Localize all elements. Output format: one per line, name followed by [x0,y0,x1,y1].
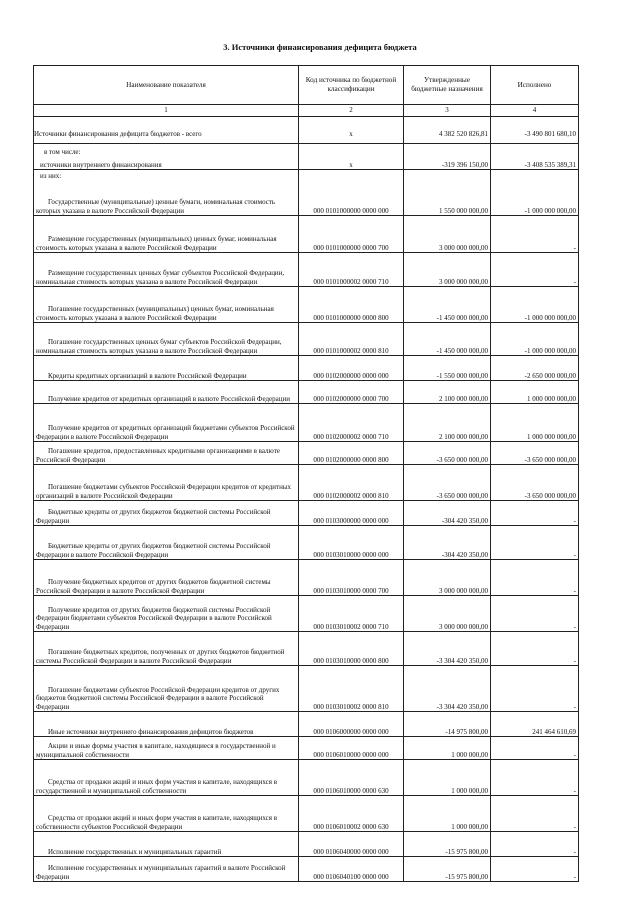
row-executed [491,501,579,525]
row-approved [404,356,491,380]
row-code [299,526,404,559]
row-name [34,442,299,464]
row-approved [404,156,491,169]
row-name-text: в том числе: [44,147,81,156]
row-name [34,666,299,711]
table-row [34,216,579,253]
row-code-text: 000 0106010002 0000 630 [313,822,389,831]
row-executed-text: -3 490 801 680,10 [524,130,576,138]
row-code [299,857,404,881]
row-approved [404,216,491,252]
row-code [299,216,404,252]
row-approved-text: 2 100 000 000,00 [439,432,488,441]
row-code [299,796,404,831]
row-code [299,760,404,795]
row-name [34,760,299,795]
row-code-text: 000 0103010000 0000 700 [313,586,389,595]
table-row [34,144,579,156]
gap-cell [404,117,491,130]
row-executed [491,323,579,355]
row-approved [404,857,491,881]
table-row [34,253,579,287]
table-row [34,796,579,832]
header-gap [34,117,579,130]
row-executed [491,712,579,736]
row-name [34,526,299,559]
row-executed [491,857,579,881]
table-row [34,832,579,857]
table-row [34,857,579,882]
row-name-text: Средства от продажи акций и иных форм участия в капитале, находящихся в государственной и муниципальной собственности [36,778,278,795]
row-name-text: Размещение государственных (муниципальных) ценных бумаг, номинальная стоимость которых указана в валюте Российской Федерации [36,235,277,252]
section-title: 3. Источники финансирования дефицита бюджета [223,42,417,52]
row-name-text: Получение кредитов от кредитных организаций бюджетами субъектов Российской Федерации в валюте Российской Федерации [36,424,295,441]
row-code-text: 000 0106040100 0000 000 [313,872,389,881]
row-approved-text: 2 100 000 000,00 [439,394,488,403]
row-code [299,560,404,595]
row-code-text: x [349,160,353,169]
row-name-text: Погашение бюджетами субъектов Российской Федерации кредитов от кредитных организаций в валюте Российской Федерации [36,483,292,500]
row-executed-text: 241 464 610,69 [532,727,576,736]
row-code-text: 000 0102000000 0000 800 [313,455,389,464]
row-code [299,712,404,736]
row-executed-text: - [573,847,576,856]
table-row [34,737,579,760]
row-approved [404,737,491,759]
table-row [34,180,579,216]
header-code: Код источника по бюджетной классификации [299,66,404,104]
row-approved-text: -15 975 800,00 [445,847,488,856]
row-code [299,442,404,464]
row-approved [404,287,491,322]
table-row [34,666,579,712]
row-executed [491,170,579,180]
row-code [299,170,404,180]
row-executed [491,180,579,215]
row-name-text: из них: [40,171,62,180]
gap-cell [491,117,579,130]
row-approved [404,832,491,856]
row-approved-text: -319 396 150,00 [441,160,488,169]
row-executed [491,287,579,322]
row-name-text: Исполнение государственных и муниципальных гарантий [48,847,222,856]
row-approved [404,130,491,143]
table-row [34,501,579,526]
row-executed [491,404,579,441]
row-name [34,216,299,252]
col-number-1: 1 [34,105,299,116]
row-code-text: 000 0103010000 0000 800 [313,656,389,665]
row-code-text: x [349,130,353,138]
table-row [34,323,579,356]
row-code [299,404,404,441]
row-name [34,501,299,525]
row-approved [404,712,491,736]
col-number-2: 2 [299,105,404,116]
row-name [34,857,299,881]
row-name [34,560,299,595]
row-executed-text: -3 650 000 000,00 [524,491,576,500]
row-name-text: Погашение государственных (муниципальных) ценных бумаг, номинальная стоимость которых указана в валюте Российской Федерации [36,305,274,322]
table-row [34,287,579,323]
row-executed-text: - [573,243,576,252]
row-name [34,170,299,180]
row-code [299,501,404,525]
row-executed [491,465,579,500]
row-name-text: Бюджетные кредиты от других бюджетов бюджетной системы Российской Федерации в валюте Российской Федерации [36,542,271,559]
row-executed [491,796,579,831]
row-executed-text: - [573,586,576,595]
row-approved [404,666,491,711]
row-name [34,130,299,143]
header-approved: Утвержденные бюджетные назначения [404,66,491,104]
row-name [34,323,299,355]
row-code [299,381,404,403]
row-code-text: 000 0101000002 0000 710 [313,277,389,286]
header-name: Наименование показателя [34,66,299,104]
row-executed-text: - [573,550,576,559]
row-approved-text: -1 450 000 000,00 [436,313,488,322]
row-executed [491,526,579,559]
row-executed-text: - [573,750,576,759]
row-name-text: Получение кредитов от других бюджетов бюджетной системы Российской Федерации бюджетами субъектов Российской Федерации в валюте Российской Федерации [36,606,272,631]
row-name [34,465,299,500]
row-executed-text: - [573,822,576,831]
row-name [34,796,299,831]
row-approved [404,170,491,180]
row-code-text: 000 0103010002 0000 710 [313,622,389,631]
col-number-3: 3 [404,105,491,116]
table-row [34,760,579,796]
row-name [34,156,299,169]
row-approved [404,381,491,403]
row-approved-text: 4 382 520 826,81 [439,130,488,138]
row-code [299,737,404,759]
row-approved-text: -3 650 000 000,00 [436,491,488,500]
row-approved [404,560,491,595]
row-name-text: Бюджетные кредиты от других бюджетов бюджетной системы Российской Федерации [36,508,271,525]
table-row [34,442,579,465]
row-code-text: 000 0106040000 0000 000 [313,847,389,856]
row-approved [404,404,491,441]
row-code [299,323,404,355]
row-code [299,180,404,215]
row-name-text: Погашение бюджетных кредитов, полученных от других бюджетов бюджетной системы Российской Федерации в валюте Российской Федерации [36,648,285,665]
row-name [34,356,299,380]
row-executed-text: -3 408 535 389,31 [524,160,576,169]
row-name [34,737,299,759]
row-approved [404,442,491,464]
row-name [34,287,299,322]
row-approved [404,323,491,355]
row-code-text: 000 0102000000 0000 000 [313,371,389,380]
row-approved-text: -304 420 350,00 [441,516,488,525]
row-code [299,596,404,631]
row-code-text: 000 0101000000 0000 800 [313,313,389,322]
row-name-text: источники внутреннего финансирования [40,160,162,169]
row-executed [491,666,579,711]
row-executed-text: - [573,622,576,631]
table-row [34,526,579,560]
row-executed [491,356,579,380]
row-executed [491,381,579,403]
row-name [34,596,299,631]
row-name-text: Размещение государственных ценных бумаг субъектов Российской Федерации, номинальная стоимость которых указана в валюте Российской Федерации [36,269,285,286]
row-approved [404,596,491,631]
row-name [34,832,299,856]
table-row [34,560,579,596]
row-name [34,712,299,736]
row-executed [491,442,579,464]
col-number-4: 4 [491,105,579,116]
row-name [34,632,299,665]
row-name-text: Погашение государственных ценных бумаг субъектов Российской Федерации, номинальная стоимость которых указана в валюте Российской Федерации [36,338,282,355]
table-row [34,381,579,404]
table-row [34,356,579,381]
row-executed-text: -1 000 000 000,00 [524,346,576,355]
table-row [34,632,579,666]
row-code [299,666,404,711]
row-name-text: Иные источники внутреннего финансирования дефицитов бюджетов [48,727,254,736]
row-name-text: Государственные (муниципальные) ценные бумаги, номинальная стоимость которых указана в валюте Российской Федерации [36,198,276,215]
row-approved-text: -15 975 800,00 [445,872,488,881]
gap-cell [34,117,299,130]
row-executed-text: - [573,516,576,525]
row-code [299,632,404,665]
row-code [299,465,404,500]
row-name-text: Кредиты кредитных организаций в валюте Российской Федерации [48,371,247,380]
row-name [34,180,299,215]
row-executed-text: -1 000 000 000,00 [524,206,576,215]
row-executed [491,596,579,631]
row-approved-text: -3 304 420 350,00 [436,702,488,711]
table-row [34,712,579,737]
row-code [299,156,404,169]
row-executed-text: - [573,702,576,711]
row-name-text: Погашение бюджетами субъектов Российской Федерации кредитов от других бюджетов бюджетной системы Российской Федерации в валюте Российской Федерации [36,686,280,711]
row-code-text: 000 0106000000 0000 000 [313,727,389,736]
table-row [34,130,579,144]
row-name-text: Получение кредитов от кредитных организаций в валюте Российской Федерации [48,394,290,403]
row-executed-text: -2 650 000 000,00 [524,371,576,380]
row-code-text: 000 0102000002 0000 710 [313,432,389,441]
row-approved-text: 1 000 000,00 [451,822,488,831]
table-row [34,465,579,501]
table-row [34,156,579,170]
row-approved [404,501,491,525]
row-approved-text: 3 000 000 000,00 [439,243,488,252]
row-name-text: Исполнение государственных и муниципальных гарантий в валюте Российской Федерации [36,864,286,881]
row-name-text: Источники финансирования дефицита бюджетов - всего [34,130,202,138]
row-approved-text: 3 000 000 000,00 [439,622,488,631]
row-name [34,144,299,156]
row-code-text: 000 0101000002 0000 810 [313,346,389,355]
row-executed [491,832,579,856]
row-executed [491,216,579,252]
row-executed-text: -1 000 000 000,00 [524,313,576,322]
table-row [34,170,579,180]
row-code [299,832,404,856]
row-approved-text: 3 000 000 000,00 [439,277,488,286]
row-name [34,253,299,286]
row-code-text: 000 0106010000 0000 630 [313,786,389,795]
row-approved [404,526,491,559]
row-approved [404,760,491,795]
row-code-text: 000 0106010000 0000 000 [313,750,389,759]
row-code-text: 000 0102000002 0000 810 [313,491,389,500]
row-executed-text: - [573,872,576,881]
row-code-text: 000 0103010000 0000 000 [313,550,389,559]
row-approved [404,796,491,831]
row-executed [491,253,579,286]
row-approved-text: 1 550 000 000,00 [439,206,488,215]
row-approved-text: -1 550 000 000,00 [436,371,488,380]
row-approved [404,253,491,286]
table-header [34,66,579,105]
row-approved [404,465,491,500]
row-code [299,130,404,143]
row-executed-text: 1 000 000 000,00 [527,394,576,403]
row-name [34,381,299,403]
table-row [34,404,579,442]
row-executed [491,156,579,169]
row-executed [491,144,579,156]
row-executed-text: - [573,277,576,286]
row-approved-text: -304 420 350,00 [441,550,488,559]
row-code-text: 000 0102000000 0000 700 [313,394,389,403]
row-executed [491,737,579,759]
row-approved [404,180,491,215]
row-code-text: 000 0103000000 0000 000 [313,516,389,525]
row-name-text: Акции и иные формы участия в капитале, находящиеся в государственной и муниципальной собственности [36,742,276,759]
row-executed [491,632,579,665]
column-numbers [34,105,579,117]
row-code-text: 000 0101000000 0000 000 [313,206,389,215]
gap-cell [299,117,404,130]
row-approved-text: 3 000 000 000,00 [439,586,488,595]
row-code [299,287,404,322]
row-approved-text: -3 650 000 000,00 [436,455,488,464]
row-code [299,253,404,286]
row-approved [404,632,491,665]
row-approved [404,144,491,156]
row-executed [491,560,579,595]
row-code-text: 000 0103010002 0000 810 [313,702,389,711]
sources-table [33,65,579,882]
row-code [299,144,404,156]
row-executed-text: - [573,786,576,795]
row-approved-text: -1 450 000 000,00 [436,346,488,355]
header-executed: Исполнено [491,66,579,104]
row-executed-text: 1 000 000 000,00 [527,432,576,441]
row-approved-text: -3 304 420 350,00 [436,656,488,665]
row-code-text: 000 0101000000 0000 700 [313,243,389,252]
row-approved-text: 1 000 000,00 [451,786,488,795]
row-name-text: Погашение кредитов, предоставленных кредитными организациями в валюте Российской Федерации [36,447,280,464]
table-body [34,130,579,882]
row-executed-text: -3 650 000 000,00 [524,455,576,464]
row-executed-text: - [573,656,576,665]
row-name-text: Средства от продажи акций и иных форм участия в капитале, находящихся в собственности субъектов Российской Федерации [36,814,278,831]
row-name-text: Получение бюджетных кредитов от других бюджетов бюджетной системы Российской Федерации в валюте Российской Федерации [36,578,271,595]
row-code [299,356,404,380]
row-name [34,404,299,441]
table-row [34,596,579,632]
row-approved-text: -14 975 800,00 [445,727,488,736]
row-approved-text: 1 000 000,00 [451,750,488,759]
row-executed [491,130,579,143]
row-executed [491,760,579,795]
